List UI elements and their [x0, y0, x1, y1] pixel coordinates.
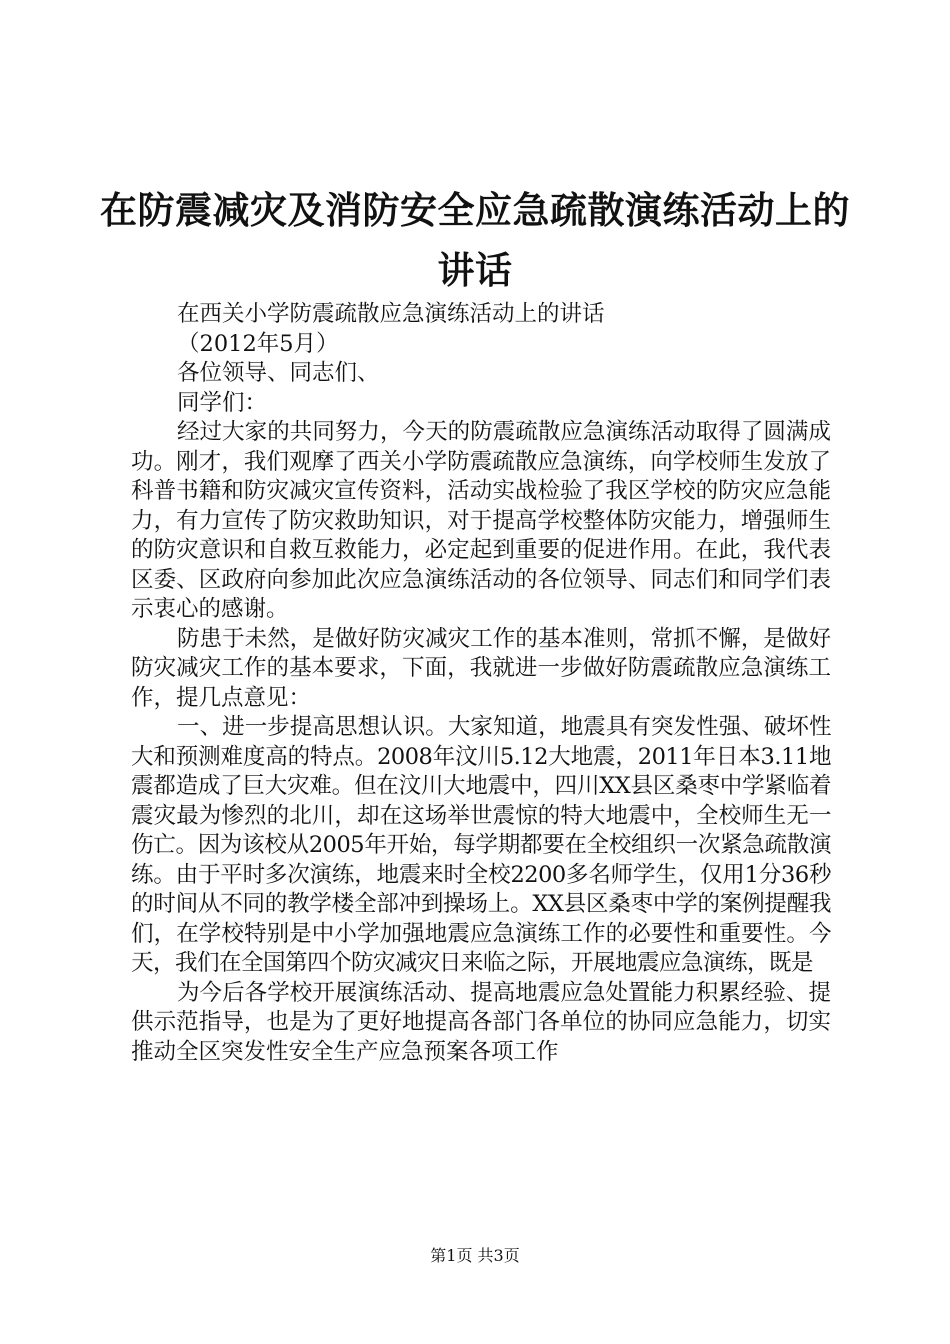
salutation-paragraph-2: 同学们： — [177, 389, 268, 416]
document-body — [131, 300, 831, 1067]
date-paragraph: （2012年5月） — [177, 330, 339, 357]
body-paragraph: 经过大家的共同努力，今天的防震疏散应急演练活动取得了圆满成功。刚才，我们观摩了西关小学防震疏散应急演练，向学校师生发放了科普书籍和防灾减灾宣传资料，活动实战检验了我区学校的防灾应急能力，有力宣传了防灾救助知识，对于提高学校整体防灾能力，增强师生的防灾意识和自救互救能力，必定起到重要的促进作用。在此，我代表区委、区政府向参加此次应急演练活动的各位领导、同志们和同学们表示衷心的感谢。 — [131, 419, 831, 622]
body-paragraph: 一、进一步提高思想认识。大家知道，地震具有突发性强、破坏性大和预测难度高的特点。2008年汶川5.12大地震，2011年日本3.11地震都造成了巨大灾难。但在汶川大地震中，四川XX县区桑枣中学紧临着震灾最为惨烈的北川，却在这场举世震惊的特大地震中，全校师生无一伤亡。因为该校从2005年开始，每学期都要在全校组织一次紧急疏散演练。由于平时多次演练，地震来时全校2200多名师学生，仅用1分36秒的时间从不同的教学楼全部冲到操场上。XX县区桑枣中学的案例提醒我们，在学校特别是中小学加强地震应急演练工作的必要性和重要性。今天，我们在全国第四个防灾减灾日来临之际，开展地震应急演练，既是 — [131, 714, 831, 976]
document-title-line-2: 讲话 — [437, 249, 513, 292]
salutation-paragraph: 各位领导、同志们、 — [177, 360, 380, 386]
document-title-line-1: 在防震减灾及消防安全应急疏散演练活动上的 — [100, 189, 850, 232]
subtitle-paragraph: 在西关小学防震疏散应急演练活动上的讲话 — [177, 301, 605, 327]
body-paragraph: 为今后各学校开展演练活动、提高地震应急处置能力积累经验、提供示范指导，也是为了更好地提高各部门各单位的协同应急能力，切实推动全区突发性安全生产应急预案各项工作 — [131, 979, 831, 1065]
body-paragraph: 防患于未然，是做好防灾减灾工作的基本准则，常抓不懈，是做好防灾减灾工作的基本要求，下面，我就进一步做好防震疏散应急演练工作，提几点意见： — [131, 625, 831, 711]
page-footer: 第1页 共3页 — [430, 1246, 520, 1265]
